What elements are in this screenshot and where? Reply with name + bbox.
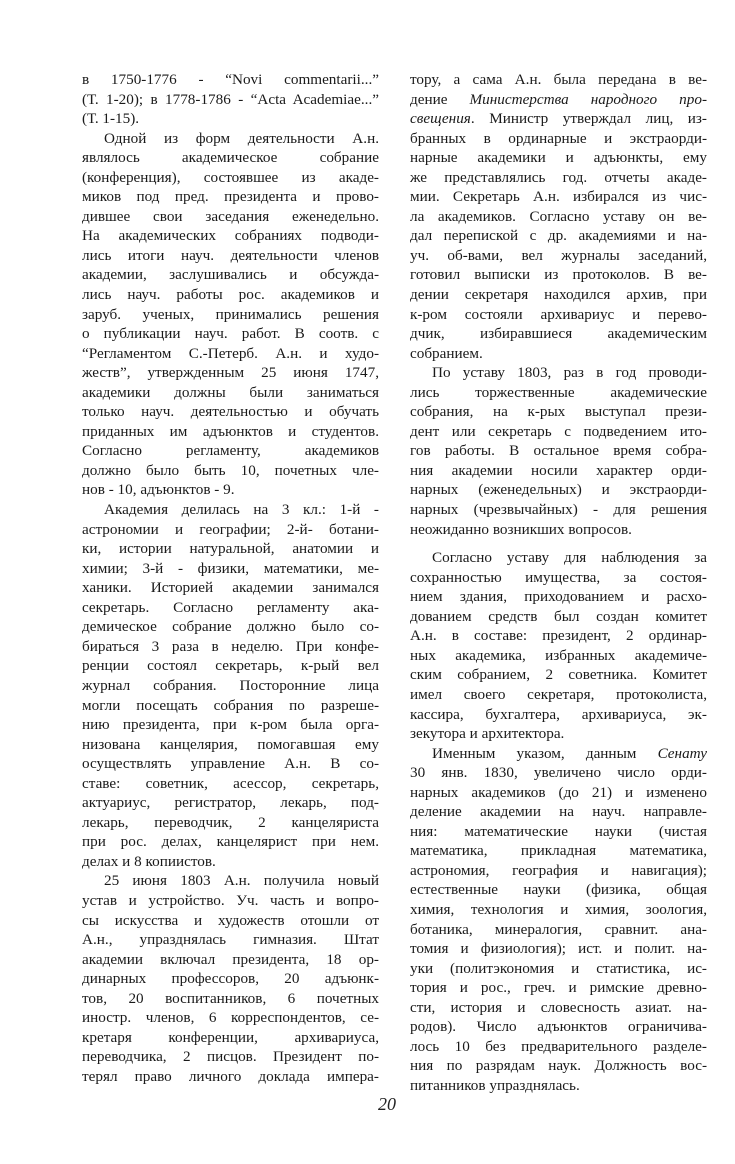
text-line: По уставу 1803, раз в год проводи- xyxy=(432,364,707,382)
text-line: ренции состоял секретарь, к-рый вел xyxy=(82,657,379,675)
text-line: питанников упразднялась. xyxy=(410,1076,580,1094)
text-line: иностр. членов, 6 корреспондентов, се- xyxy=(82,1009,379,1027)
text-line: ским собранием, 2 советника. Комитет xyxy=(410,666,707,684)
text-line: математика, прикладная математика, xyxy=(410,842,707,860)
text-line: собранием. xyxy=(410,344,483,362)
text-line: о публикации науч. работ. В соотв. с xyxy=(82,325,379,343)
text-line: собрания, на к-рых выступал прези- xyxy=(410,403,707,421)
text-line: ставе: советник, асессор, секретарь, xyxy=(82,774,379,792)
text-line: имел своего секретаря, протоколиста, xyxy=(410,685,707,703)
text-line: низована канцелярия, помогавшая ему xyxy=(82,735,379,753)
text-line: (конференция), состоявшее из акаде- xyxy=(82,168,379,186)
text-line: химии; 3-й - физики, математики, ме- xyxy=(82,559,379,577)
text-line: ния академии носили характер орди- xyxy=(410,461,707,479)
text-line: зекутора и архитектора. xyxy=(410,725,565,743)
text-line: химия, технология и химия, зоология, xyxy=(410,900,707,918)
text-line: ботаника, минералогия, сравнит. ана- xyxy=(410,920,707,938)
text-line: тория и рос., греч. и римские древно- xyxy=(410,979,707,997)
text-line: 30 янв. 1830, увеличено число орди- xyxy=(410,764,707,782)
text-line: нов - 10, адъюнктов - 9. xyxy=(82,481,235,499)
text-line: бираться 3 раза в неделю. При конфе- xyxy=(82,637,379,655)
text-line: дчик, избиравшиеся академическим xyxy=(410,325,707,343)
text-line: 25 июня 1803 А.н. получила новый xyxy=(104,872,379,890)
text-line: ки, истории натуральной, анатомии и xyxy=(82,540,379,558)
text-line: гов работы. В остальное время собра- xyxy=(410,442,707,460)
text-line: тору, а сама А.н. была передана в ве- xyxy=(410,71,707,88)
italic-term: Сенату xyxy=(657,744,707,762)
text-line: сти, история и словесность азиат. на- xyxy=(410,998,707,1016)
text-line: нием здания, приходованием и расхо- xyxy=(410,588,707,606)
text-line: же представлялись год. отчеты акаде- xyxy=(410,168,707,186)
text-line: устав и устройство. Уч. часть и вопро- xyxy=(82,891,379,909)
text-line: нарных (чрезвычайных) - для решения xyxy=(410,501,707,519)
text-line: академии включал президента, 18 ор- xyxy=(82,950,379,968)
text-line: лекарь, переводчик, 2 канцеляриста xyxy=(82,813,379,831)
text-line: к-ром состояли архивариус и перево- xyxy=(410,305,707,323)
text-line: демическое собрание должно было со- xyxy=(82,618,379,636)
text-line: актуариус, регистратор, лекарь, под- xyxy=(82,794,379,812)
text-line: ния: математические науки (чистая xyxy=(410,822,707,840)
text-line: неожиданно возникших вопросов. xyxy=(410,520,632,538)
text-line: астрономии и географии; 2-й- ботани- xyxy=(82,520,379,538)
text-line: секретарь. Согласно регламенту ака- xyxy=(82,598,379,616)
text-line: делах и 8 копиистов. xyxy=(82,852,216,870)
text-line: сы искусства и художеств отошли от xyxy=(82,911,379,929)
text-line: кассира, бухгалтера, архивариуса, эк- xyxy=(410,705,707,723)
text-line: нарных академиков (до 21) и изменено xyxy=(410,783,707,801)
text-line: А.н. в составе: президент, 2 ординар- xyxy=(410,627,707,645)
text-line: лись торжественные академические xyxy=(410,383,707,401)
text-line: приданных им адъюнктов и студентов. xyxy=(82,422,379,440)
text-line: уч. об-вами, вел журналы заседаний, xyxy=(410,246,707,264)
text-line: нарных (еженедельных) и экстраорди- xyxy=(410,481,707,499)
text-line: ла академиков. Согласно уставу он ве- xyxy=(410,207,707,225)
text-line: ния по разрядам наук. Должность вос- xyxy=(410,1057,707,1075)
text-line: академии, заслушивались и обсужда- xyxy=(82,266,379,284)
text-fragment: Именным указом, данным xyxy=(432,744,658,762)
text-line: при рос. делах, канцелярист при нем. xyxy=(82,833,379,851)
text-line: ханики. Историей академии занимался xyxy=(82,579,379,597)
text-line: терял право личного доклада импера- xyxy=(82,1067,379,1085)
text-line: Согласно уставу для наблюдения за xyxy=(432,549,707,567)
text-line: сохранностью имущества, за состоя- xyxy=(410,568,707,586)
text-line: (Т. 1-20); в 1778-1786 - “Acta Academiae...” xyxy=(82,90,379,108)
text-line: являлось академическое собрание xyxy=(82,149,379,167)
right-column xyxy=(410,70,707,1095)
text-line: А.н., упразднялась гимназия. Штат xyxy=(82,931,379,949)
text-line: мии. Секретарь А.н. избирался из чис- xyxy=(410,188,707,206)
page-number: 20 xyxy=(378,1094,396,1114)
text-line: дованием средств был создан комитет xyxy=(410,607,707,625)
text-line: должно было быть 10, почетных чле- xyxy=(82,461,379,479)
text-fragment: дение xyxy=(410,90,470,108)
text-line: лись науч. работы рос. академиков и xyxy=(82,286,379,304)
text-line: уки (политэкономия и статистика, ис- xyxy=(410,959,707,977)
text-line: осуществлять управление А.н. В со- xyxy=(82,755,379,773)
text-line: бранных в ординарные и экстраорди- xyxy=(410,129,707,147)
text-line: лось 10 без предварительного разделе- xyxy=(410,1037,707,1055)
text-line: Согласно регламенту, академиков xyxy=(82,442,379,460)
text-line xyxy=(410,744,707,764)
text-line: академики должны были заниматься xyxy=(82,383,379,401)
text-line: родов). Число адъюнктов ограничива- xyxy=(410,1018,707,1036)
text-line: “Регламентом С.-Петерб. А.н. и худо- xyxy=(82,344,379,362)
text-line: деление академии на науч. направле- xyxy=(410,803,707,821)
text-line: могли посещать собрания по разреше- xyxy=(82,696,379,714)
text-line: миков под пред. президента и прово- xyxy=(82,188,379,206)
text-line: переводчика, 2 писцов. Президент по- xyxy=(82,1048,379,1066)
text-line: нарные академики и адъюнкты, ему xyxy=(410,149,707,167)
text-line: динарных профессоров, 20 адъюнк- xyxy=(82,970,379,988)
text-line: дент или секретарь с подведением ито- xyxy=(410,422,707,440)
text-line: Одной из форм деятельности А.н. xyxy=(104,129,379,147)
text-line: На академических собраниях подводи- xyxy=(82,227,379,245)
paragraph-spacer xyxy=(410,539,707,548)
text-line: лись итоги науч. деятельности членов xyxy=(82,246,379,264)
text-line: естественные науки (физика, общая xyxy=(410,881,707,899)
left-column xyxy=(82,70,379,1086)
text-line: журнал собрания. Посторонние лица xyxy=(82,676,379,694)
text-line xyxy=(410,109,707,129)
text-line: кретаря конференции, архивариуса, xyxy=(82,1028,379,1046)
text-line: дении секретаря находился архив, при xyxy=(410,286,707,304)
text-line xyxy=(410,90,707,110)
italic-term: свещения xyxy=(410,110,471,128)
text-line: Академия делилась на 3 кл.: 1-й - xyxy=(104,501,379,519)
text-line: астрономия, география и навигация); xyxy=(410,861,707,879)
text-line: готовил выписки из протоколов. В ве- xyxy=(410,266,707,284)
text-line: жеств”, утвержденным 25 июня 1747, xyxy=(82,364,379,382)
text-line: тов, 20 воспитанников, 6 почетных xyxy=(82,989,379,1007)
text-line: дал перепиской с др. академиями и на- xyxy=(410,227,707,245)
text-line: дившее свои заседания еженедельно. xyxy=(82,207,379,225)
text-line: ных академика, избранных академиче- xyxy=(410,646,707,664)
text-line: только науч. деятельностью и обучать xyxy=(82,403,379,421)
text-line: томия и физиология); ист. и полит. на- xyxy=(410,940,707,958)
text-line: нию президента, при к-ром была орга- xyxy=(82,716,379,734)
italic-term: Министерства народного про- xyxy=(469,90,707,108)
text-line: (Т. 1-15). xyxy=(82,110,140,128)
text-fragment: . Министр утверждал лиц, из- xyxy=(470,110,707,128)
text-line: заруб. ученых, принимались решения xyxy=(82,305,379,323)
text-line: в 1750-1776 - “Novi commentarii...” xyxy=(82,71,379,88)
